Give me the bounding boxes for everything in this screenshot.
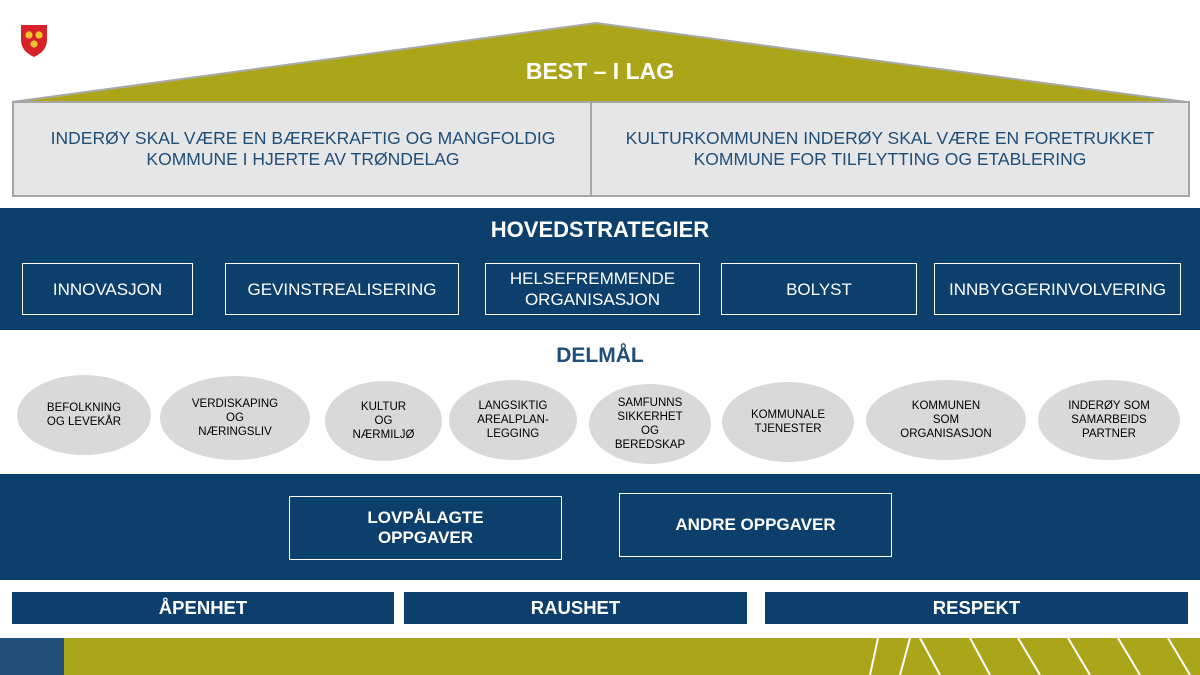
subgoal-line: VERDISKAPING [191, 398, 279, 410]
strategy-label: INNOVASJON [52, 279, 163, 299]
subgoal-line: NÆRINGSLIV [198, 426, 272, 438]
subgoal-line: LEGGING [486, 428, 540, 440]
strategy-label: INNBYGGERINVOLVERING [949, 279, 1166, 299]
value-raushet: RAUSHET [404, 592, 747, 624]
subgoal-kommunen-som-organisasjon [866, 380, 1026, 460]
task-label: ANDRE OPPGAVER [675, 515, 836, 534]
subgoal-befolkning [17, 375, 151, 455]
roof-title: BEST – I LAG [525, 58, 675, 84]
strategy-bolyst [721, 263, 917, 315]
strategy-label: HELSEFREMMENDE [509, 269, 676, 288]
value-respekt: RESPEKT [765, 592, 1188, 624]
tasks-band [0, 474, 1200, 580]
subgoal-line: OG [374, 415, 393, 427]
strategy-gevinstrealisering [225, 263, 459, 315]
strategy-label: BOLYST [786, 279, 852, 299]
subgoal-line: AREALPLAN- [477, 414, 549, 426]
subgoal-verdiskaping [160, 376, 310, 460]
task-lovpalagte-oppgaver [289, 496, 562, 560]
task-andre-oppgaver [619, 493, 892, 557]
vision-line: KOMMUNE I HJERTE AV TRØNDELAG [146, 149, 460, 169]
strategy-innbyggerinvolvering [934, 263, 1181, 315]
subgoal-line: KULTUR [360, 401, 407, 413]
footer-stripe [0, 638, 1200, 675]
subgoal-line: OG LEVEKÅR [46, 416, 122, 428]
subgoal-line: SOM [932, 414, 960, 426]
subgoal-line: SAMARBEIDS [1071, 414, 1147, 426]
subgoal-line: OG [641, 425, 659, 437]
vision-statement-1 [12, 101, 594, 197]
strategy-helsefremmende-organisasjon [485, 263, 700, 315]
strategy-innovasjon [22, 263, 193, 315]
subgoal-line: SAMFUNNS [617, 397, 683, 409]
subgoal-samfunnssikkerhet [589, 384, 711, 464]
subgoal-line: BEFOLKNING [46, 402, 122, 414]
strategy-label: GEVINSTREALISERING [247, 279, 437, 299]
subgoal-line: LANGSIKTIG [478, 400, 548, 412]
vision-statement-2 [590, 101, 1190, 197]
subgoal-kommunale-tjenester [722, 382, 854, 462]
roof-shape [0, 0, 1200, 110]
subgoal-line: BEREDSKAP [614, 439, 686, 451]
subgoal-line: ORGANISASJON [900, 428, 992, 440]
subgoal-line: SIKKERHET [617, 411, 683, 423]
vision-line: KULTURKOMMUNEN INDERØY SKAL VÆRE EN FORETRUKKET [625, 128, 1155, 148]
subgoal-samarbeidspartner [1038, 380, 1180, 460]
subgoal-line: OG [226, 412, 244, 424]
subgoal-line: TJENESTER [754, 423, 822, 435]
task-label: LOVPÅLAGTE [367, 508, 484, 527]
vision-line: INDERØY SKAL VÆRE EN BÆREKRAFTIG OG MANGFOLDIG [50, 128, 556, 148]
strategy-label: ORGANISASJON [524, 290, 661, 309]
subgoal-line: KOMMUNALE [750, 409, 826, 421]
subgoal-line: PARTNER [1082, 428, 1136, 440]
subgoal-kultur [325, 381, 442, 461]
subgoal-line: NÆRMILJØ [352, 429, 415, 441]
value-apenhet: ÅPENHET [12, 592, 394, 624]
task-label: OPPGAVER [377, 528, 474, 547]
vision-line: KOMMUNE FOR TILFLYTTING OG ETABLERING [693, 149, 1087, 169]
strategies-title: HOVEDSTRATEGIER [490, 217, 710, 242]
subgoal-line: KOMMUNEN [911, 400, 981, 412]
subgoal-line: INDERØY SOM [1068, 400, 1150, 412]
subgoal-arealplanlegging [449, 380, 577, 460]
subgoals-title: DELMÅL [556, 344, 644, 367]
